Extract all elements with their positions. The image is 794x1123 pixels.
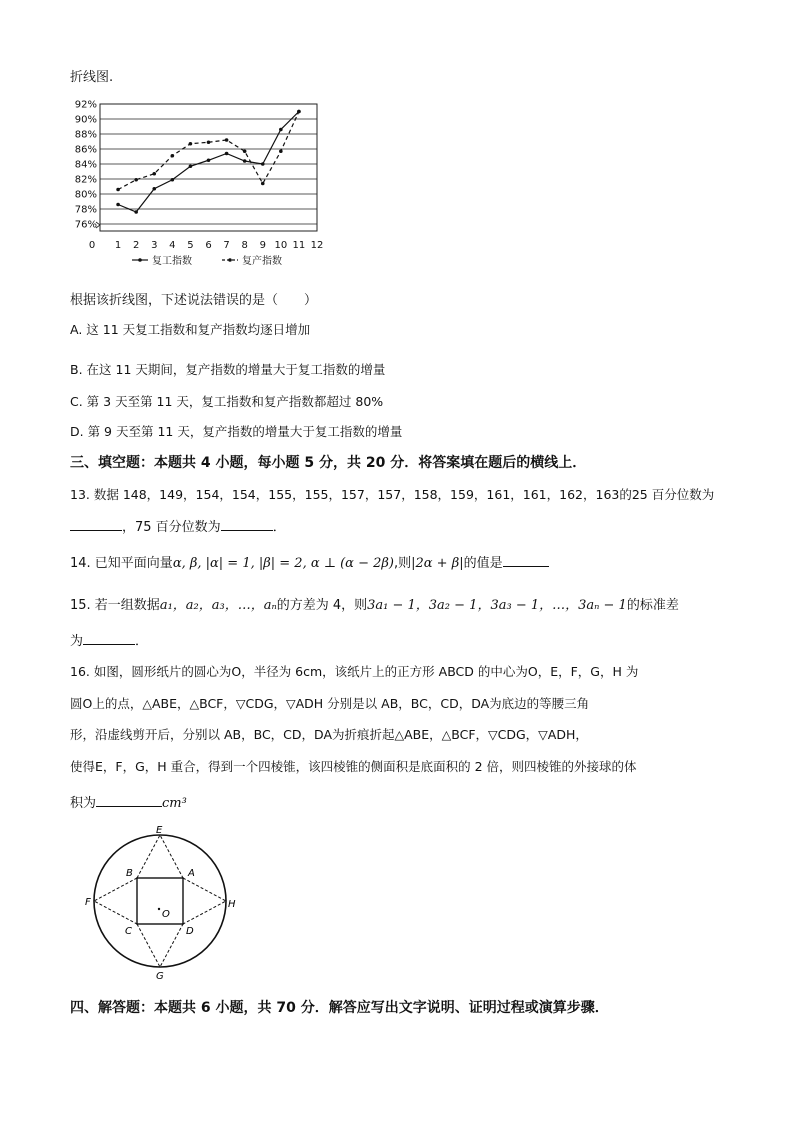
q14-pre: 14. 已知平面向量: [70, 556, 173, 571]
x-tick-label: 2: [132, 240, 140, 251]
x-tick-label: 9: [259, 240, 266, 251]
option-a: A. 这 11 天复工指数和复产指数均逐日增加: [70, 322, 311, 337]
x-tick-label: 0: [88, 240, 96, 251]
data-point-1: [225, 152, 229, 156]
section3-heading: 三、填空题：本题共 4 小题，每小题 5 分，共 20 分．将答案填在题后的横线上．: [70, 455, 587, 471]
label-o: O: [162, 909, 170, 920]
data-point-2: [116, 188, 120, 192]
data-point-1: [171, 178, 175, 182]
q15-end: ．: [135, 634, 149, 649]
y-tick-label: 90%: [74, 114, 97, 126]
y-tick-label: 84%: [74, 159, 97, 171]
q16-blank[interactable]: [96, 794, 162, 807]
label-c: C: [125, 926, 132, 937]
q16-line2: 圆O上的点，△ABE，△BCF，▽CDG，▽ADH 分别是以 AB，BC，CD，DA为底边的等腰三角: [70, 696, 590, 711]
q15-line1: [70, 594, 679, 613]
label-b: B: [126, 868, 133, 879]
q13-line1: 13. 数据 148，149，154，154，155，155，157，157，158，159，161，161，162，163的25 百分位数为: [70, 487, 715, 502]
q15-math1: a₁，a₂，a₃，…，aₙ: [159, 598, 277, 613]
data-point-2: [207, 140, 211, 144]
data-point-1: [279, 128, 283, 132]
q14-post: 的值是: [463, 556, 503, 571]
legend-label-2: 复产指数: [242, 256, 282, 267]
data-point-2: [279, 149, 283, 153]
data-point-2: [297, 110, 301, 114]
question-stem: 根据该折线图，下述说法错误的是（ ）: [70, 293, 318, 308]
label-h: H: [228, 899, 236, 910]
data-point-1: [116, 203, 120, 207]
x-tick-label: 4: [169, 240, 176, 251]
q13-line2: [70, 516, 286, 535]
data-point-2: [261, 182, 265, 186]
x-tick-label: 7: [223, 240, 230, 251]
data-point-1: [243, 159, 247, 163]
y-tick-label: 92%: [74, 99, 97, 111]
x-tick-label: 8: [241, 240, 248, 251]
q13-text-b: ，75 百分位数为: [122, 520, 221, 535]
label-a: A: [188, 868, 195, 879]
data-point-2: [171, 154, 175, 158]
y-tick-label: 82%: [74, 174, 97, 186]
q16-line5: [70, 792, 187, 811]
data-point-2: [134, 178, 138, 182]
y-tick-label: 76%: [74, 219, 97, 231]
data-point-2: [189, 142, 193, 146]
q15-post: 的标准差: [626, 598, 679, 613]
q14-math: α, β, |α| = 1, |β| = 2, α ⊥ (α − 2β): [172, 556, 394, 571]
intro-text: 折线图.: [70, 70, 114, 85]
q13-end: ．: [272, 520, 286, 535]
q14-math2: |2α + β|: [411, 556, 464, 571]
x-tick-label: 3: [151, 240, 158, 251]
square-abcd: [137, 878, 183, 924]
x-tick-label: 5: [187, 240, 194, 251]
x-tick-label: 12: [310, 240, 324, 251]
q14: [70, 552, 549, 571]
label-d: D: [186, 926, 194, 937]
x-tick-label: 11: [292, 240, 306, 251]
legend-marker-2: [228, 258, 232, 262]
data-point-1: [261, 162, 265, 166]
y-tick-label: 78%: [74, 204, 97, 216]
label-e: E: [156, 825, 163, 836]
q14-mid: ,则: [393, 556, 412, 571]
option-b: B. 在这 11 天期间，复产指数的增量大于复工指数的增量: [70, 362, 386, 377]
data-point-1: [207, 158, 211, 162]
triangle-abe: [137, 835, 183, 878]
q16-l5-text: 积为: [70, 796, 97, 811]
y-tick-label: 86%: [74, 144, 97, 156]
q13-blank-1[interactable]: [70, 518, 122, 531]
label-f: F: [85, 897, 91, 908]
triangle-cdg: [137, 924, 183, 967]
q16-line3: 形，沿虚线剪开后，分别以 AB，BC，CD，DA为折痕折起△ABE，△BCF，▽CDG，▽ADH，: [70, 727, 588, 742]
center-point: [158, 908, 160, 910]
q16-unit: cm³: [162, 796, 187, 811]
triangle-bcf: [94, 878, 137, 924]
legend-label-1: 复工指数: [152, 256, 192, 267]
data-point-1: [152, 187, 156, 191]
q14-blank[interactable]: [503, 554, 549, 567]
data-point-2: [152, 172, 156, 176]
q15-line2: [70, 630, 148, 649]
data-point-1: [134, 210, 138, 214]
x-tick-label: 1: [114, 240, 122, 251]
x-tick-label: 10: [274, 240, 288, 251]
data-point-1: [189, 164, 193, 168]
q15-pre: 15. 若一组数据: [70, 598, 160, 613]
q16-line1: 16. 如图，圆形纸片的圆心为O，半径为 6cm，该纸片上的正方形 ABCD 的中心为O，E，F，G，H 为: [70, 664, 639, 679]
plot-frame: [100, 104, 317, 231]
q16-line4: 使得E，F，G，H 重合，得到一个四棱锥，该四棱锥的侧面积是底面积的 2 倍，则四棱锥的外接球的体: [70, 759, 637, 774]
q15-mid: 的方差为 4，则: [276, 598, 368, 613]
data-point-2: [225, 138, 229, 142]
option-c: C. 第 3 天至第 11 天，复工指数和复产指数都超过 80%: [70, 394, 384, 409]
y-tick-label: 80%: [74, 189, 97, 201]
triangle-adh: [183, 878, 226, 924]
legend-marker-1: [138, 258, 142, 262]
section4-heading: 四、解答题：本题共 6 小题，共 70 分．解答应写出文字说明、证明过程或演算步骤．: [70, 1000, 609, 1016]
y-tick-label: 88%: [74, 129, 97, 141]
paper-circle: [94, 835, 226, 967]
option-d: D. 第 9 天至第 11 天，复产指数的增量大于复工指数的增量: [70, 424, 403, 439]
line-chart: [70, 96, 340, 276]
x-tick-label: 6: [205, 240, 212, 251]
circle-square-figure: [80, 825, 250, 985]
q13-blank-2[interactable]: [221, 518, 273, 531]
q15-line2-text: 为: [70, 634, 84, 649]
series-line-2: [118, 112, 299, 190]
data-point-2: [243, 149, 247, 153]
q15-math2: 3a₁ − 1，3a₂ − 1，3a₃ − 1，…，3aₙ − 1: [367, 598, 627, 613]
q15-blank[interactable]: [83, 632, 135, 645]
label-g: G: [156, 971, 164, 982]
